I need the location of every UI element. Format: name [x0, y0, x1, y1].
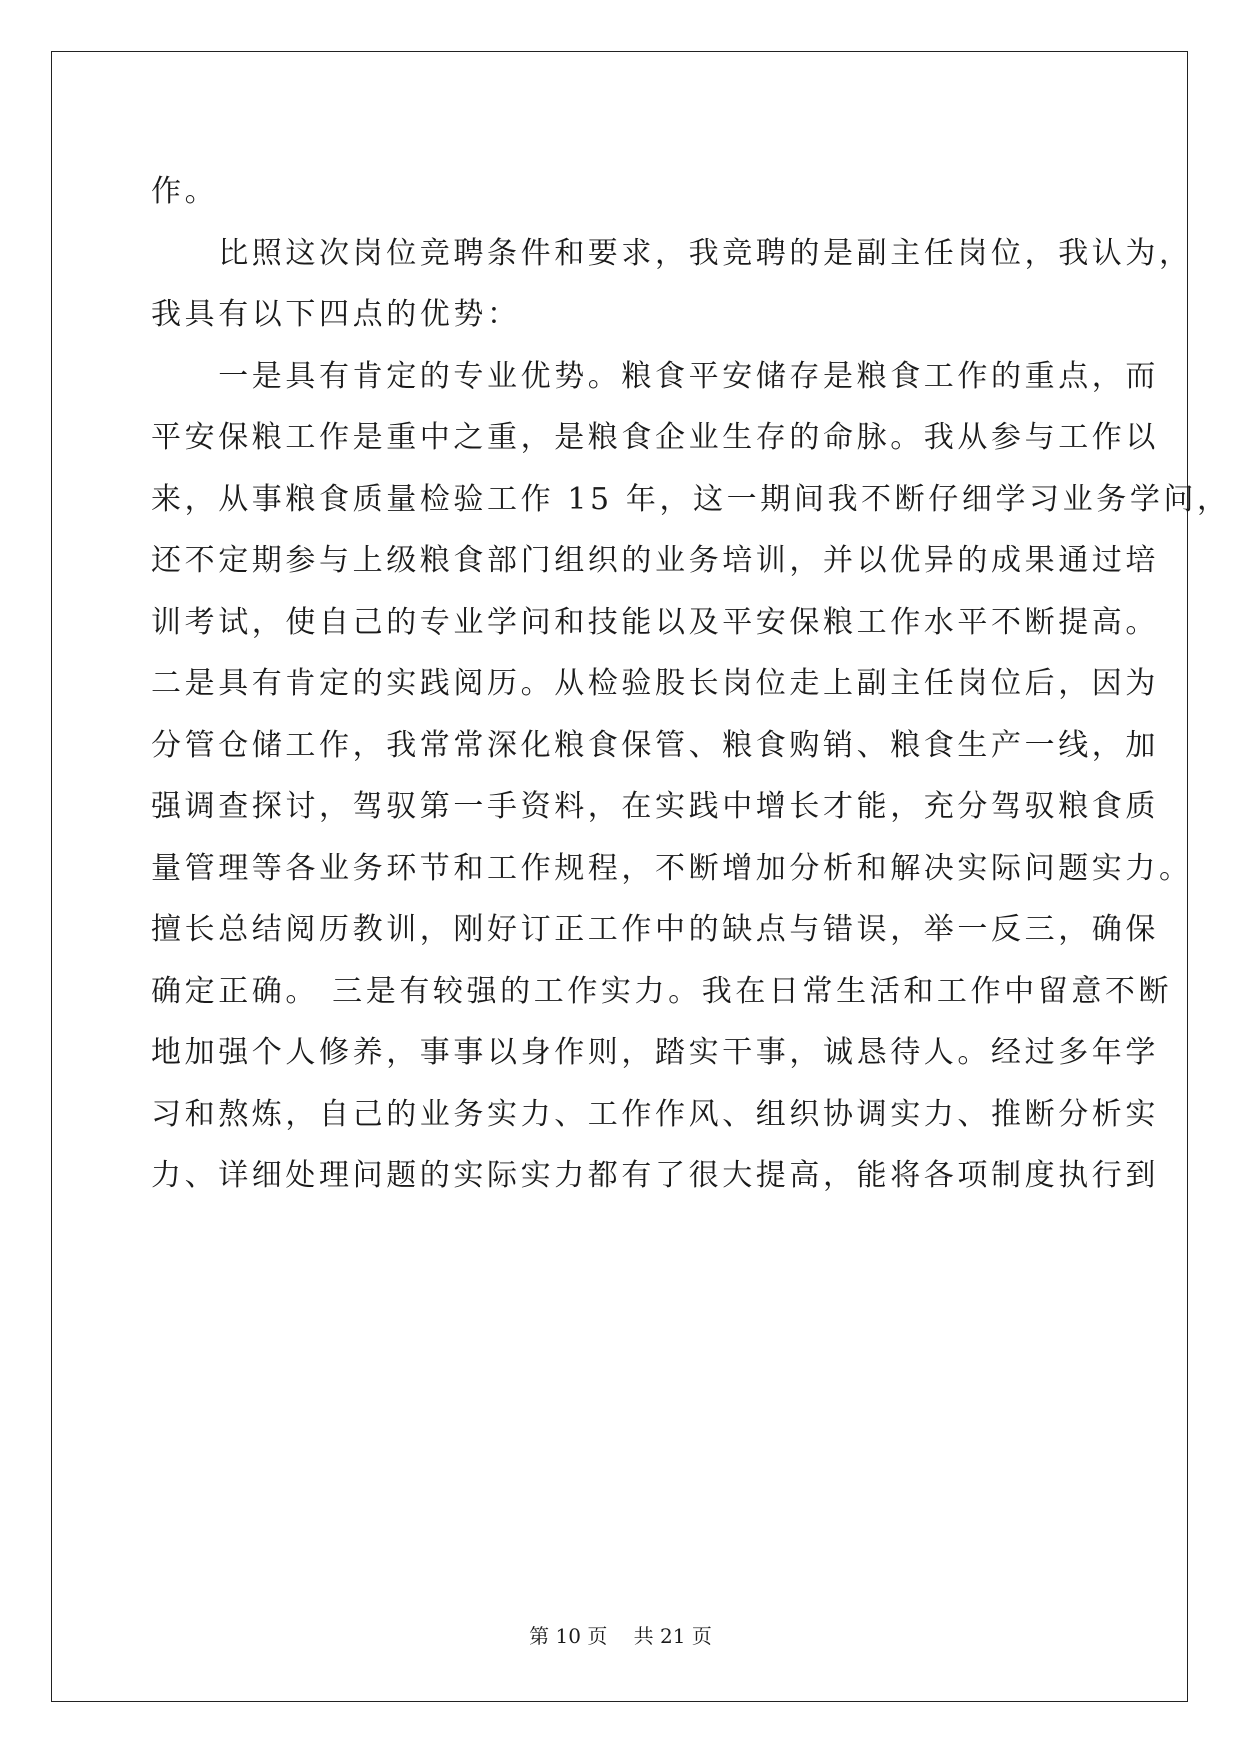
text-line: 强调查探讨，驾驭第一手资料，在实践中增长才能，充分驾驭粮食质 [151, 789, 1159, 824]
text-line: 地加强个人修养，事事以身作则，踏实干事，诚恳待人。经过多年学 [151, 1035, 1159, 1070]
text-line: 训考试，使自己的专业学问和技能以及平安保粮工作水平不断提高。 [151, 604, 1159, 640]
text-line: 我具有以下四点的优势： [151, 297, 521, 332]
text-line: 确定正确。 三是有较强的工作实力。我在日常生活和工作中留意不断 [151, 973, 1173, 1009]
text-line: 量管理等各业务环节和工作规程，不断增加分析和解决实际问题实力。 [151, 850, 1193, 886]
text-line: 比照这次岗位竞聘条件和要求，我竞聘的是副主任岗位，我认为， [151, 235, 1193, 271]
document-body [151, 161, 1231, 1207]
text-line: 还不定期参与上级粮食部门组织的业务培训，并以优异的成果通过培 [151, 543, 1159, 578]
text-line: 习和熬炼，自己的业务实力、工作作风、组织协调实力、推断分析实 [151, 1096, 1159, 1132]
text-line: 作。 [151, 174, 219, 209]
text-line: 平安保粮工作是重中之重，是粮食企业生存的命脉。我从参与工作以 [151, 420, 1159, 455]
text-line: 力、详细处理问题的实际实力都有了很大提高，能将各项制度执行到 [151, 1158, 1159, 1193]
text-line: 一是具有肯定的专业优势。粮食平安储存是粮食工作的重点，而 [151, 358, 1159, 394]
text-line: 来，从事粮食质量检验工作 15 年，这一期间我不断仔细学习业务学问， [151, 481, 1231, 517]
text-line: 擅长总结阅历教训，刚好订正工作中的缺点与错误，举一反三，确保 [151, 912, 1159, 947]
text-line: 分管仓储工作，我常常深化粮食保管、粮食购销、粮食生产一线，加 [151, 727, 1159, 763]
page-number: 第 10 页 共 21 页 [529, 1624, 712, 1648]
text-line: 二是具有肯定的实践阅历。从检验股长岗位走上副主任岗位后，因为 [151, 666, 1159, 701]
